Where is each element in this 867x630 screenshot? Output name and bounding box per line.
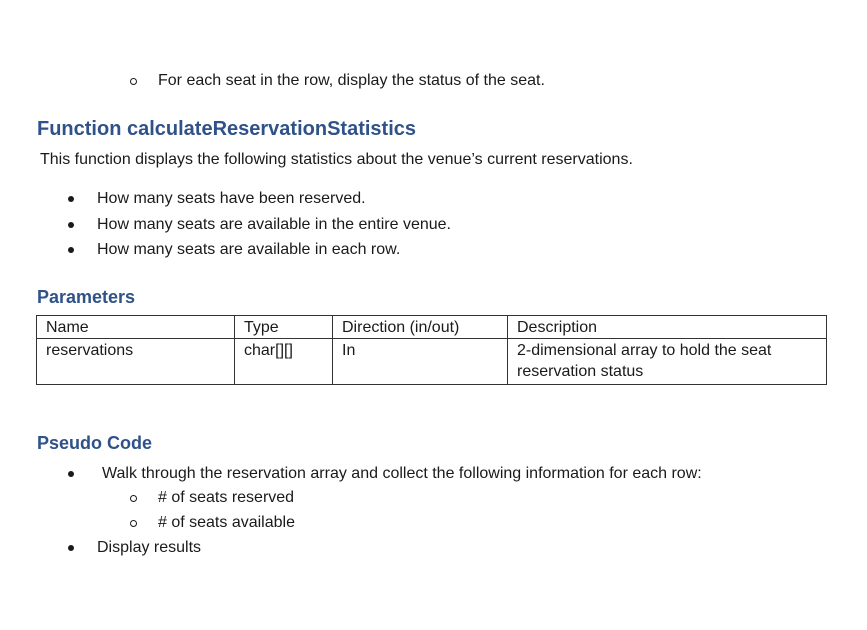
list-item: How many seats have been reserved. — [97, 190, 366, 207]
param-description: 2-dimensional array to hold the seat reservation status — [508, 339, 827, 385]
intro-sub-item: For each seat in the row, display the status of the seat. — [158, 72, 545, 89]
column-header-name: Name — [37, 316, 235, 339]
hollow-bullet-icon — [130, 78, 137, 85]
table-row — [37, 339, 827, 385]
function-description: This function displays the following statistics about the venue’s current reservations. — [40, 151, 633, 168]
table-header-row — [37, 316, 827, 339]
sub-list-item: # of seats reserved — [158, 489, 295, 506]
column-header-description: Description — [508, 316, 827, 339]
sub-list-item: # of seats available — [158, 514, 295, 531]
list-item: How many seats are available in the entire venue. — [97, 216, 451, 233]
hollow-bullet-icon — [130, 495, 137, 502]
param-name: reservations — [37, 339, 235, 385]
bullet-icon — [68, 222, 74, 228]
list-item: Display results — [97, 539, 202, 556]
function-heading: Function calculateReservationStatistics — [37, 118, 417, 140]
parameters-table — [36, 315, 827, 385]
parameters-heading: Parameters — [37, 287, 136, 307]
column-header-direction: Direction (in/out) — [333, 316, 508, 339]
param-direction: In — [333, 339, 508, 385]
list-item: Walk through the reservation array and collect the following information for each row: — [102, 465, 702, 482]
list-item: How many seats are available in each row. — [97, 241, 401, 258]
pseudo-code-heading: Pseudo Code — [37, 433, 153, 453]
bullet-icon — [68, 196, 74, 202]
bullet-icon — [68, 545, 74, 551]
column-header-type: Type — [235, 316, 333, 339]
hollow-bullet-icon — [130, 520, 137, 527]
bullet-icon — [68, 471, 74, 477]
param-type: char[][] — [235, 339, 333, 385]
bullet-icon — [68, 247, 74, 253]
